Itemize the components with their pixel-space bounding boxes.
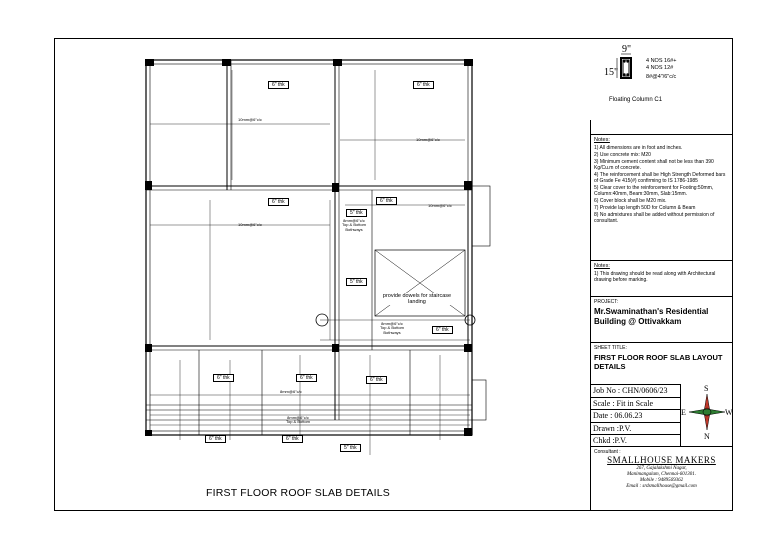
note-item: 5) Clear cover to the reinforcement for Footing:50mm, Column:40mm, Beam:30mm, Slab:15mm. bbox=[594, 184, 714, 197]
rebar-note: 10mm@6"c/c bbox=[238, 222, 262, 227]
drawn-by: Drawn :P.V. bbox=[591, 423, 680, 436]
rebar-note: 10mm@6"c/c bbox=[238, 117, 262, 122]
rebar-note-spacing: 8mm@6"c/c bbox=[287, 415, 309, 420]
rebar-note-bothways: Bothways bbox=[345, 226, 363, 232]
project-name: Mr.Swaminathan's Residential Building @ Ottivakkam bbox=[594, 307, 709, 326]
company-mobile: Mobile : 9489569362 bbox=[639, 477, 684, 483]
project-section bbox=[591, 296, 732, 329]
slab-thk-tag: 6" thk bbox=[376, 197, 397, 205]
note-item: 4) The reinforcement shall be High Strength Deformed bars of Grade Fe 415(#) confirming to IS 1786-1985 bbox=[594, 171, 726, 184]
rebar-note-spacing: 8mm@6"c/c bbox=[381, 321, 403, 326]
consultant-label: Consultant : bbox=[594, 449, 621, 455]
slab-thk-tag: 6" thk bbox=[205, 435, 226, 443]
note-item: 2) Use concrete mix: M20 bbox=[594, 151, 651, 158]
title-block bbox=[590, 120, 732, 510]
notes-2-section bbox=[591, 260, 732, 286]
note-item: 1) This drawing should be read along with Architectural drawing before marking. bbox=[594, 270, 716, 283]
note-item: 7) Provide lap length 50D for Column & Beam bbox=[594, 204, 696, 211]
scale: Scale : Fit in Scale bbox=[591, 398, 680, 411]
rebar-note: 10mm@6"c/c bbox=[428, 203, 452, 208]
notes-2-list bbox=[594, 271, 729, 283]
job-info bbox=[591, 384, 681, 446]
sheet-title-section bbox=[591, 342, 732, 374]
slab-thk-tag: 6" thk bbox=[432, 326, 453, 334]
note-item: 3) Minimum cement content shall not be less than 390 Kg/Cu.m of concrete. bbox=[594, 158, 714, 171]
rebar-note bbox=[342, 219, 366, 232]
column-dim-top: 9" bbox=[622, 44, 632, 55]
compass-e: E bbox=[681, 408, 686, 417]
rebar-note bbox=[286, 416, 310, 425]
compass-n: N bbox=[704, 432, 710, 441]
slab-thk-tag: 6" thk bbox=[366, 376, 387, 384]
rebar-note: 8mm@6"c/c bbox=[280, 389, 302, 394]
note-item: 6) Cover block shall be M20 mix. bbox=[594, 197, 667, 204]
date: Date : 06.06.23 bbox=[591, 410, 680, 423]
slab-thk-tag: 5" thk bbox=[346, 209, 367, 217]
company-address-1: 267, Gajalakshmi Nagar, bbox=[636, 465, 687, 471]
consultant-section bbox=[591, 446, 732, 510]
rebar-note-top-bottom: Top & Bottom bbox=[286, 419, 311, 425]
slab-thk-tag: 6" thk bbox=[282, 435, 303, 443]
rebar-note bbox=[380, 322, 404, 335]
slab-thk-tag: 6" thk bbox=[413, 81, 434, 89]
checked-by: Chkd :P.V. bbox=[593, 436, 627, 446]
column-ties: 8#@4"/6"c/c bbox=[646, 74, 677, 80]
compass-w: W bbox=[725, 408, 733, 417]
column-dim-side: 15" bbox=[604, 67, 619, 78]
compass-s: S bbox=[704, 384, 709, 393]
slab-thk-tag: 6" thk bbox=[268, 81, 289, 89]
rebar-note-top-bottom: Top & Bottom bbox=[342, 222, 367, 228]
rebar-note-spacing: 8mm@6"c/c bbox=[343, 218, 365, 223]
compass-icon bbox=[683, 386, 731, 444]
notes-section bbox=[591, 134, 732, 227]
company-name: SMALLHOUSE MAKERS bbox=[607, 455, 716, 465]
column-bar-2: 4 NOS 12# bbox=[646, 65, 674, 71]
rebar-note: 10mm@6"c/c bbox=[416, 137, 440, 142]
slab-thk-tag: 5" thk bbox=[346, 278, 367, 286]
slab-thk-tag: 6" thk bbox=[268, 198, 289, 206]
note-item: 8) No admixtures shall be added without permission of consultant. bbox=[594, 211, 715, 224]
slab-thk-tag: 6" thk bbox=[213, 374, 234, 382]
drawing-title: FIRST FLOOR ROOF SLAB DETAILS bbox=[206, 487, 390, 499]
staircase-note: provide dowels for staircase landing bbox=[382, 293, 452, 305]
slab-thk-tag: 5" thk bbox=[340, 444, 361, 452]
column-label: Floating Column C1 bbox=[609, 97, 663, 103]
sheet-title-label: SHEET TITLE: bbox=[594, 345, 627, 351]
notes-title: Notes: bbox=[594, 137, 610, 143]
rebar-note-bothways: Bothways bbox=[383, 329, 401, 335]
job-no: Job No : CHN/0606/23 bbox=[591, 385, 680, 398]
slab-thk-tag: 6" thk bbox=[296, 374, 317, 382]
column-bar-1: 4 NOS 16#+ bbox=[646, 58, 677, 64]
sheet-title: FIRST FLOOR ROOF SLAB LAYOUT DETAILS bbox=[594, 353, 723, 372]
notes-list bbox=[594, 145, 729, 224]
rebar-note-top-bottom: Top & Bottom bbox=[380, 325, 405, 331]
company-email: Email : srdsmallhouse@gmail.com bbox=[626, 483, 697, 489]
notes-2-title: Notes: bbox=[594, 263, 610, 269]
note-item: 1) All dimensions are in foot and inches. bbox=[594, 144, 683, 151]
project-label: PROJECT: bbox=[594, 299, 619, 305]
company-address-2: Manimangalam, Chennai-601301. bbox=[626, 471, 697, 477]
